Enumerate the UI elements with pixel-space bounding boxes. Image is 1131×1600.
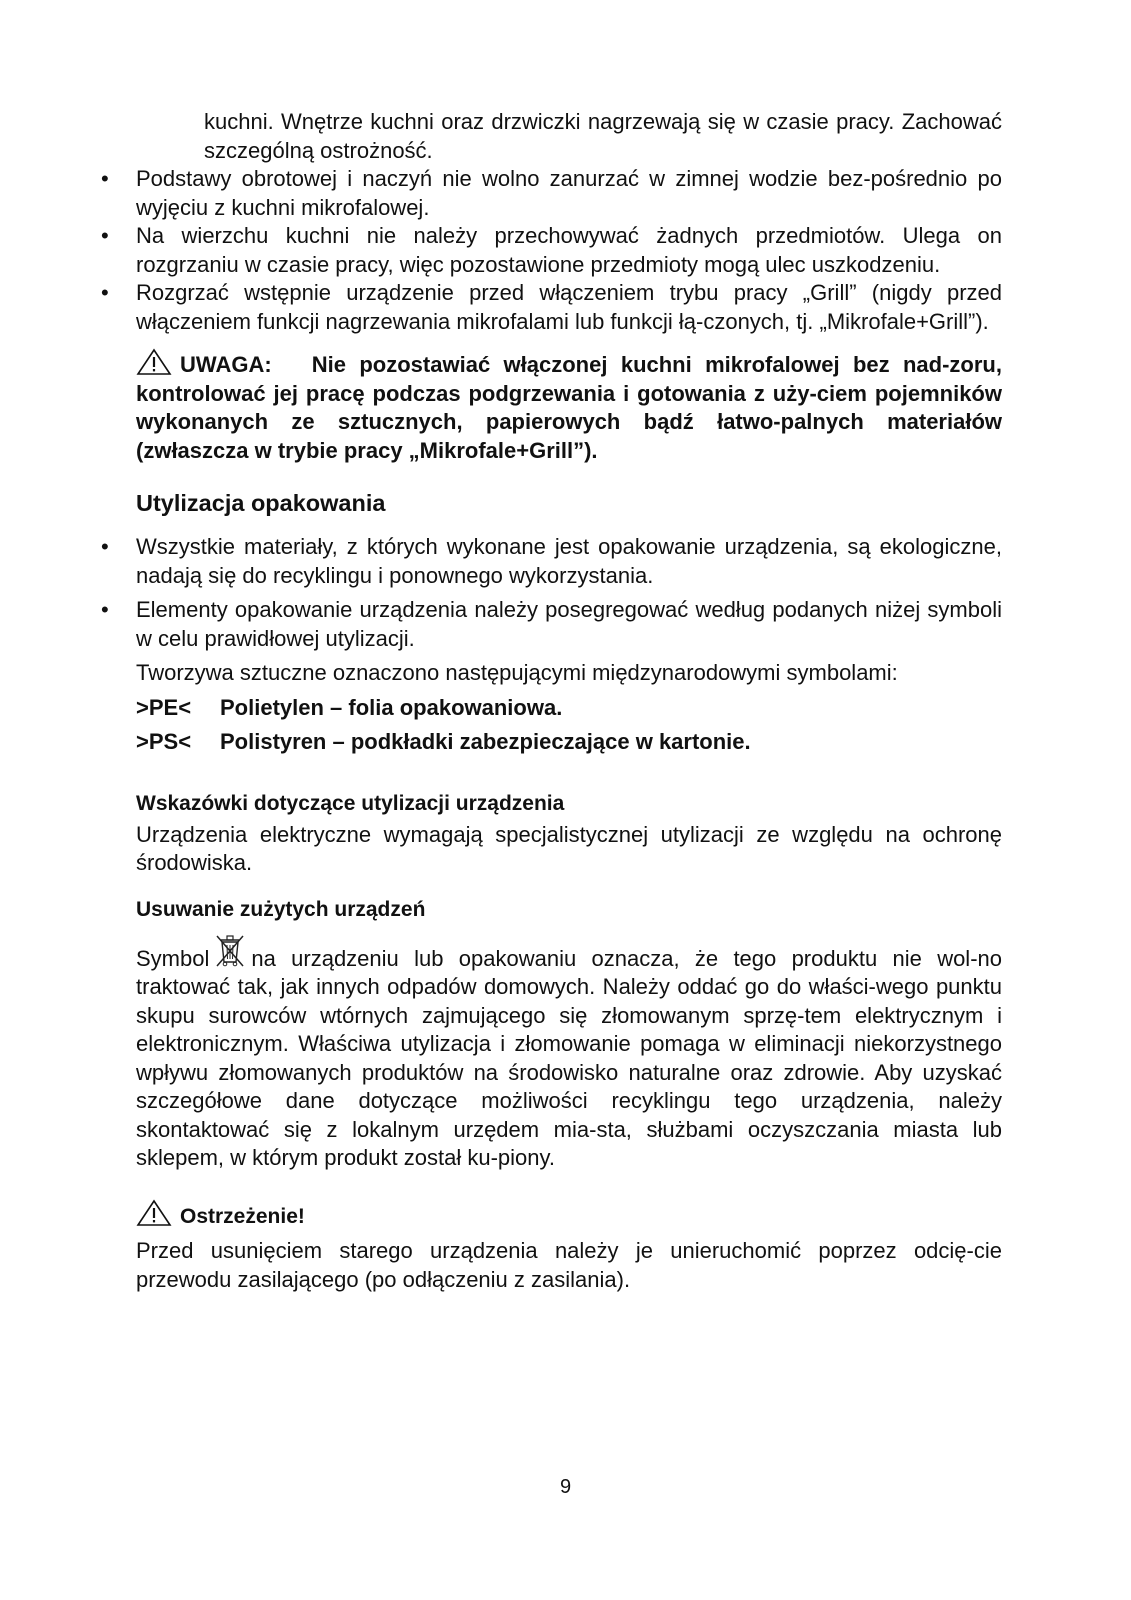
plastics-intro: Tworzywa sztuczne oznaczono następującymi międzynarodowymi symbolami: — [136, 660, 898, 685]
list-item: • Podstawy obrotowej i naczyń nie wolno zanurzać w zimnej wodzie bez-pośrednio po wyjęciu z kuchni mikrofalowej. — [101, 166, 1002, 220]
list-item: • Wszystkie materiały, z których wykonane jest opakowanie urządzenia, są ekologiczne, nadają się do recyklingu i ponownego wykorzystania. — [101, 534, 1002, 588]
warning-paragraph — [136, 348, 1002, 465]
list-item: • Elementy opakowanie urządzenia należy posegregować według podanych niżej symboli w celu prawidłowej utylizacji. — [101, 597, 1002, 651]
document-page — [101, 108, 1002, 1294]
list-item: • Rozgrzać wstępnie urządzenie przed włączeniem trybu pracy „Grill” (nigdy przed włączeniem funkcji nagrzewania mikrofalami lub funkcji łą-czonych, tj. „Mikrofale+Grill”). — [101, 280, 1002, 334]
packaging-bullet-list — [101, 533, 1002, 653]
warning-label: UWAGA: — [180, 352, 272, 377]
warning-triangle-icon — [136, 348, 172, 376]
caution-heading: Ostrzeżenie! — [136, 1199, 1002, 1232]
removal-heading: Usuwanie zużytych urządzeń — [136, 897, 426, 921]
symbol-row-ps — [136, 728, 1002, 757]
disposal-tips-text: Urządzenia elektryczne wymagają specjalistycznej utylizacji ze względu na ochronę środowiska. — [136, 821, 1002, 875]
disposal-tips-heading: Wskazówki dotyczące utylizacji urządzenia — [136, 791, 565, 815]
symbol-desc: Polietylen – folia opakowaniowa. — [220, 694, 563, 720]
removal-text: Symbol na urządzeniu lub opakowaniu oznacza, że tego produktu nie wol-no traktować tak, jak innych odpadów domowych. Należy oddać go do właści-wego punktu skupu surowców wtórnych zajmującego się złomowanym sprzę-tem elektrycznym i elektronicznym. Właściwa utylizacja i złomowanie pomaga w eliminacji niekorzystnego wpływu złomowanych produktów na środowisko naturalne oraz zdrowie. Aby uzyskać szczegółowe dane dotyczące możliwości recyklingu tego urządzenia, należy skontaktować się z lokalnym urzędem mia-sta, służbami oczyszczania miasta lub sklepem, w którym produkt został ku-piony. — [136, 932, 1002, 1173]
safety-bullet-list — [101, 165, 1002, 336]
warning-text: Nie pozostawiać włączonej kuchni mikrofalowej bez nad-zoru, kontrolować jej pracę podczas podgrzewania i gotowania z uży-ciem pojemników wykonanych ze sztucznych, papierowych bądź łatwo-palnych materiałów (zwłaszcza w trybie pracy „Mikrofale+Grill”). — [136, 352, 1002, 463]
crossed-out-bin-icon — [213, 932, 247, 968]
symbol-code: >PE< — [136, 694, 192, 720]
page-number: 9 — [559, 1476, 572, 1498]
symbol-desc: Polistyren – podkładki zabezpieczające w kartonie. — [220, 729, 751, 754]
list-item: • Na wierzchu kuchni nie należy przechowywać żadnych przedmiotów. Ulega on rozgrzaniu w czasie pracy, więc pozostawione przedmioty mogą ulec uszkodzeniu. — [101, 223, 1002, 277]
caution-text: Przed usunięciem starego urządzenia należy je unieruchomić poprzez odcię-cie przewodu zasilającego (po odłączeniu z zasilania). — [136, 1238, 1002, 1292]
packaging-heading: Utylizacja opakowania — [136, 490, 386, 516]
symbol-code: >PS< — [136, 729, 192, 754]
symbol-row-pe — [136, 694, 1002, 723]
warning-triangle-icon — [136, 1199, 172, 1227]
bullet-continuation: kuchni. Wnętrze kuchni oraz drzwiczki nagrzewają się w czasie pracy. Zachować szczególną ostrożność. — [204, 109, 1002, 163]
